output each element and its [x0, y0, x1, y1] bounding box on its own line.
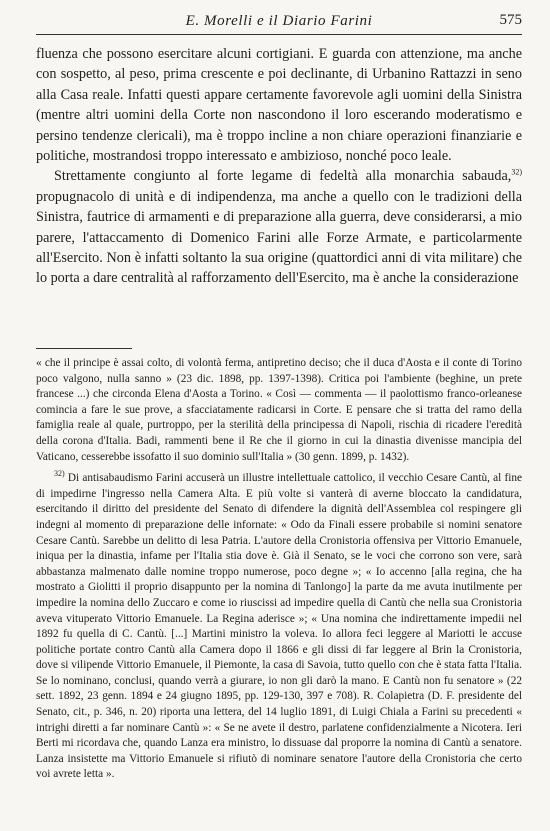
paragraph-2 — [36, 166, 522, 288]
footnotes — [36, 356, 522, 783]
footnote-separator — [36, 348, 132, 349]
main-text — [36, 44, 522, 289]
footnote-continuation: « che il principe è assai colto, di volontà ferma, antipretino deciso; che il duca d'Aosta e il conte di Torino poco valgono, nulla sanno » (23 dic. 1898, pp. 1397-1398). Critica poi l'ambiente (beghine, un prete francese ...) che circonda Elena d'Aosta a Torino. « Così — commenta — il paolottismo franco-orleanese comincia a fare le sue prove, a sfacciatamente radicarsi in Corte. E pensare che si tratta del ramo della famiglia reale al quale, purtroppo, per la sterilità della principessa di Napoli, rischia di ricadere l'eredità della corona d'Italia. Badi, rammenti bene il Re che il giorno in cui la dinastia divenisse mancipia del Vaticano, cesserebbe issofatto il suo dominio sull'Italia » (30 genn. 1899, p. 1432). — [36, 357, 522, 463]
running-head: E. Morelli e il Diario Farini — [185, 13, 373, 29]
paragraph-1: fluenza che possono esercitare alcuni cortigiani. E guarda con attenzione, ma anche con sospetto, al peso, prima crescente e poi declinante, di Urbanino Rattazzi in seno alla Casa reale. Infatti questi appare certamente favorevole agli uomini della Sinistra (mentre altri uomini della Corte non nascondono il loro escerando moderatismo e persino tendenze clericali), ma è troppo incline a non chiare operazioni finanziarie e politiche, mostrandosi troppo interessato e ambizioso, nonché poco leale. — [36, 46, 522, 165]
footnote-32-number: 32) — [54, 469, 65, 479]
page-number: 575 — [499, 12, 522, 28]
footnote-ref-32: 32) — [511, 167, 522, 177]
footnote-32-text: Di antisabaudismo Farini accuserà un illustre intellettuale cattolico, il vecchio Cesare Cantù, al fine di impedirne l'ingresso nella Camera Alta. E più volte si vanterà di averne bloccato la candidatura, esercitando il diritto del presidente del Senato di difendere la dignità dell'Assemblea col respingere gli indegni al momento di preparazione delle infornate: « Odo da Finali essere probabile si nomini senatore Cesare Cantù. Sarebbe un delitto di lesa Patria. L'autore della Cronistoria offensiva per Vittorio Emanuele, iniqua per la dinastia, infame per l'Italia stia dove è. Già il Senato, se le voci che corrono son vere, sarà abbastanza malmenato dalle nomine troppo numerose, poco degne »; « Io accenno [alla regina, che ha mostrato a Giolitti il proprio disappunto per la nomina di Tanlongo] la parte da me avuta inutilmente per impedire la nomina dello Zuccaro e come io riuscissi ad impedire quella di Cantù che nella sua Cronistoria aveva vituperato Vittorio Emanuele. La Regina aderisce »; « Una nomina che indirettamente impedii nel 1892 fu quella di C. Cantù. [...] Martini ministro la voleva. Io allora feci leggere al Mariotti le accuse politiche portate contro Cantù alla Camera dopo il 1866 e gli dissi di far leggere al Brin la Cronistoria, dove si vilipende Vittorio Emanuele, il Piemonte, la casa di Savoia, tutto quello con che è stata fatta l'Italia. Se lo nominano, conclusi, quando verrà a giurare, io non gli darò la mano. E Cantù non fu senatore » (22 sett. 1892, 23 genn. 1894 e 24 giugno 1895, pp. 129-130, 397 e 708). R. Colapietra (D. F. presidente del Senato, cit., p. 346, n. 20) riporta una lettera, del 14 luglio 1891, di Luigi Chiala a Farini su precedenti « intrighi diretti a far nominare Cantù »: « Se ne avete il destro, parlatene confidenzialmente a Nicotera. Ieri Berti mi ricordava che, quando Lanza era ministro, lo dissuase dal proporre la nomina di Cantù a senatore. Lanza insistette ma Vittorio Emanuele si rifiutò di nominare senatore l'autore della Cronistoria che certo voi avrete letta ». — [36, 472, 523, 781]
footnote-32 — [36, 471, 522, 783]
paragraph-2-part-a: Strettamente congiunto al forte legame di fedeltà alla monarchia sabauda, — [54, 168, 512, 185]
page-header — [36, 10, 522, 35]
paragraph-2-part-b: propugnacolo di unità e di indipendenza, ma anche a quello con le tradizioni della Sinistra, fautrice di armamenti e di preparazione alla guerra, deve considerarsi, a mio parere, l'attaccamento di Domenico Farini alle Forze Armate, e particolarmente all'Esercito. Non è infatti soltanto la sua origine (quattordici anni di vita militare) che lo porta a dare centralità al rafforzamento dell'Esercito, ma è anche la considerazione — [36, 188, 522, 287]
